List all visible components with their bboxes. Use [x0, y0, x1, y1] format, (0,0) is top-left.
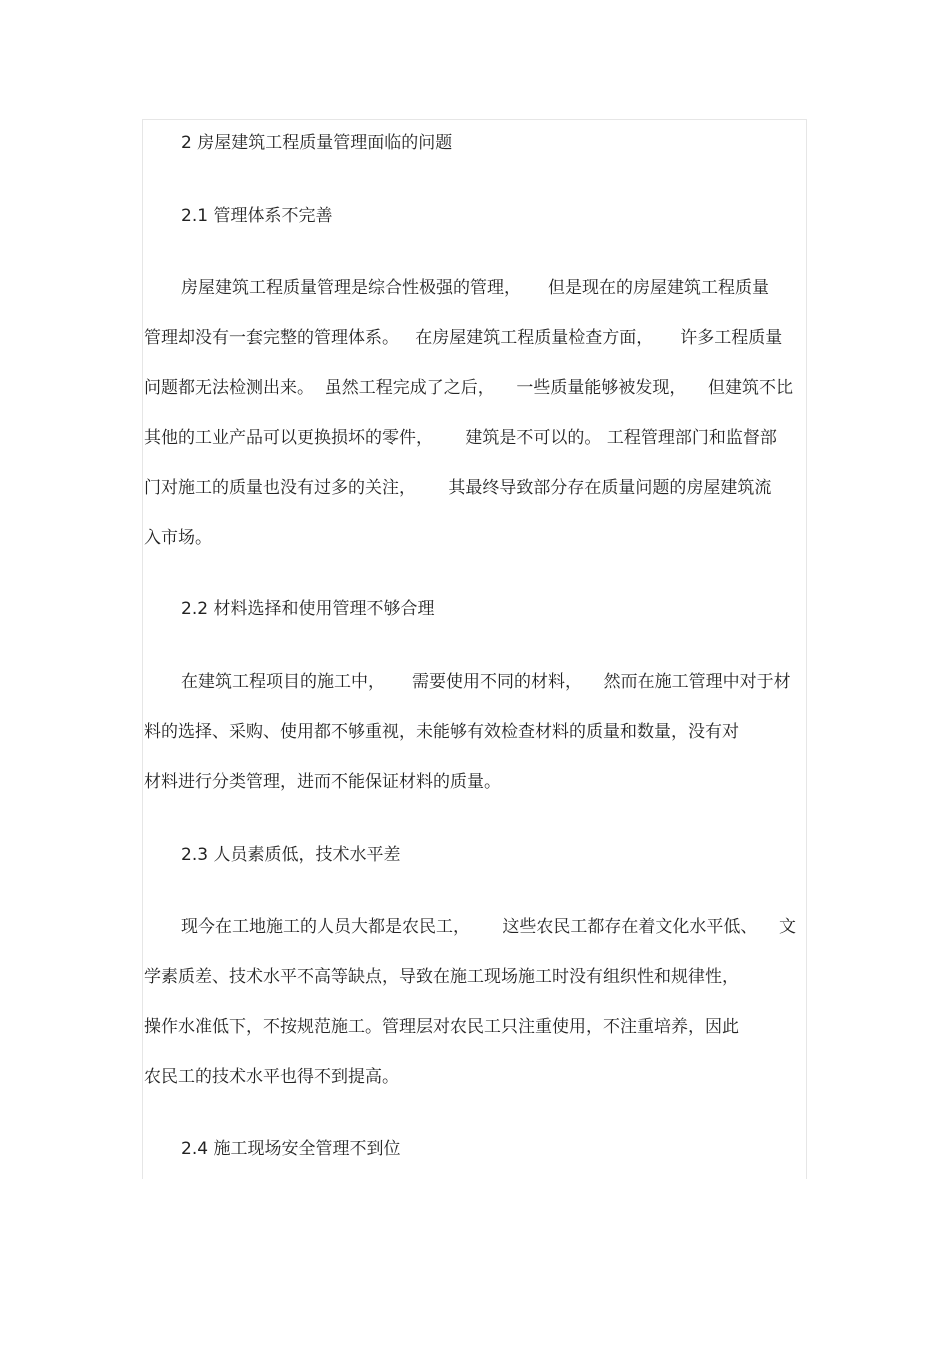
- paragraph-line: 操作水准低下，不按规范施工。管理层对农民工只注重使用，不注重培养，因此: [144, 1017, 739, 1037]
- paragraph-line: 门对施工的质量也没有过多的关注， 其最终导致部分存在质量问题的房屋建筑流: [144, 478, 772, 498]
- paragraph-line: 房屋建筑工程质量管理是综合性极强的管理， 但是现在的房屋建筑工程质量: [181, 278, 770, 298]
- paragraph-line: 其他的工业产品可以更换损坏的零件， 建筑是不可以的。 工程管理部门和监督部: [144, 428, 777, 448]
- paragraph-line: 农民工的技术水平也得不到提高。: [144, 1067, 399, 1087]
- paragraph-line: 料的选择、采购、使用都不够重视，未能够有效检查材料的质量和数量，没有对: [144, 722, 739, 742]
- section-heading-2-2: 2.2 材料选择和使用管理不够合理: [181, 599, 435, 619]
- paragraph-line: 管理却没有一套完整的管理体系。 在房屋建筑工程质量检查方面， 许多工程质量: [144, 328, 783, 348]
- paragraph-line: 问题都无法检测出来。 虽然工程完成了之后， 一些质量能够被发现， 但建筑不比: [144, 378, 794, 398]
- paragraph-line: 入市场。: [144, 528, 212, 548]
- paragraph-line: 学素质差、技术水平不高等缺点，导致在施工现场施工时没有组织性和规律性，: [144, 967, 739, 987]
- paragraph-line: 在建筑工程项目的施工中， 需要使用不同的材料， 然而在施工管理中对于材: [181, 672, 791, 692]
- section-heading-2-4: 2.4 施工现场安全管理不到位: [181, 1139, 401, 1159]
- section-heading-2-3: 2.3 人员素质低，技术水平差: [181, 845, 401, 865]
- paragraph-line: 材料进行分类管理，进而不能保证材料的质量。: [144, 772, 501, 792]
- section-heading-2-1: 2.1 管理体系不完善: [181, 206, 333, 226]
- paragraph-line: 现今在工地施工的人员大都是农民工， 这些农民工都存在着文化水平低、 文: [181, 917, 797, 937]
- section-heading-2: 2 房屋建筑工程质量管理面临的问题: [181, 133, 453, 153]
